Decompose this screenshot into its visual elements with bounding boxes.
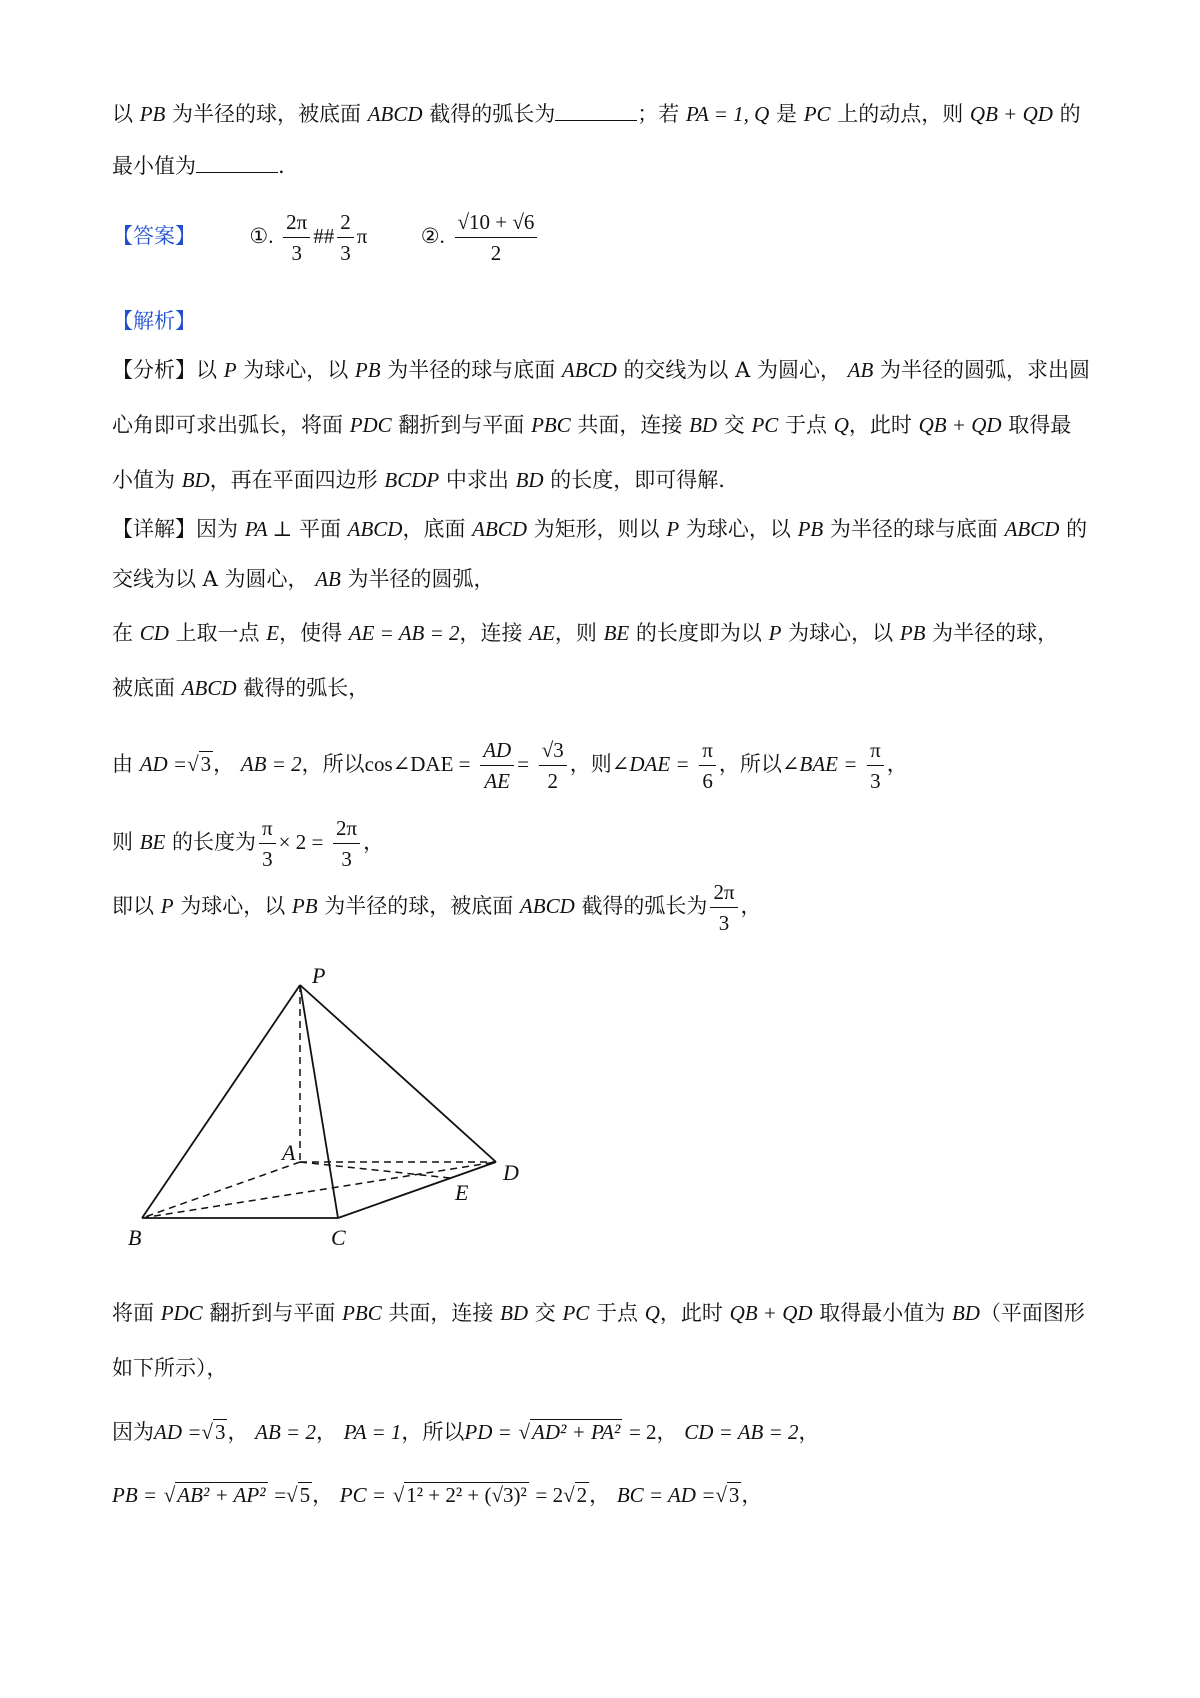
text: 最小值为 [112,154,196,178]
math: ABCD [519,894,575,918]
text: 以 [112,102,133,126]
math: PC [562,1301,590,1325]
math: = 2 [535,1483,564,1507]
segment-ae [300,1162,450,1178]
math: BE [603,621,630,645]
text: 小值为 [112,468,175,492]
math: PBC [342,1301,382,1325]
sqrt: √5 [286,1483,311,1507]
math-abcd: ABCD [367,102,423,126]
text: ，再在平面四边形 [209,468,378,492]
math: ABCD [347,517,403,541]
sqrt: √3 [715,1483,740,1507]
text: 在 [112,621,133,645]
text: ， [312,1483,334,1507]
label-b: B [128,1225,142,1250]
text: 为球心，以 [180,894,286,918]
frac-num: AD [480,735,514,766]
text: 平面 [298,517,341,541]
math: PA = 1 [343,1420,402,1444]
label-a: A [282,1140,296,1165]
text: ， [315,1420,337,1444]
text: 因为 [112,1420,154,1444]
math: PDC [349,413,392,437]
math: BCDP [384,468,440,492]
text: 则 [112,830,133,854]
math: PD = [464,1420,512,1444]
frac-den: 2 [490,241,502,265]
analysis-tag: 【解析】 [112,309,196,333]
math: AB = 2 [255,1420,316,1444]
text: 为半径的球， [932,621,1059,645]
text: ， [798,1420,820,1444]
text: 交 [723,413,745,437]
edge-pb [142,985,300,1218]
math: BD [515,468,544,492]
math: BD [500,1301,529,1325]
text: ，此时 [848,413,912,437]
text: 的 [1059,102,1081,126]
text: ， [886,752,908,776]
math: PC = [339,1483,387,1507]
text: 上的动点，则 [837,102,964,126]
math: BC = AD = [616,1483,716,1507]
label-p: P [312,963,326,988]
radicand: AB² + AP² [177,1483,266,1507]
text: 截得的弧长， [243,676,370,700]
math: P [768,621,782,645]
edge-pd [300,985,496,1162]
text: ， [363,830,385,854]
text: . [278,154,285,178]
answer-1-label: ①. [249,224,274,248]
fold-line-3 [112,1413,820,1451]
text: ，使得 [279,621,343,645]
frac-num: √3 [539,735,567,766]
math: PB [354,358,381,382]
frac-den: 3 [340,241,351,265]
text: 如下所示）， [112,1356,228,1380]
pi: π [356,224,368,248]
math: cos∠DAE = [364,752,471,776]
text: 于点 [785,413,828,437]
text: 心角即可求出弧长，将面 [112,413,343,437]
math: = [274,1483,287,1507]
math-pa-q: PA = 1, Q [685,102,770,126]
math: AB [847,358,874,382]
text: ，连接 [459,621,523,645]
text: 的长度为 [172,830,257,854]
math: BD [951,1301,980,1325]
text: 交 [534,1301,556,1325]
frac-den: 3 [341,847,352,871]
text: 的长度即为以 [635,621,762,645]
math: PB [899,621,926,645]
text: 上取一点 [175,621,260,645]
text: ， [741,1483,763,1507]
answer-2-label: ②. [420,224,445,248]
fold-line-4 [112,1473,762,1517]
math: QB + QD [729,1301,813,1325]
fold-line-1 [112,1297,1085,1329]
text: 为球心，以 [788,621,894,645]
math: = 2 [628,1420,657,1444]
frac-den: 3 [291,241,302,265]
diagonal-bd [142,1162,496,1218]
text: ，所以 [301,752,365,776]
text: 截得的弧长为 [429,102,556,126]
frac-den: 3 [870,769,881,793]
text: ，此时 [659,1301,723,1325]
frac-den: 2 [547,769,558,793]
text: ，所以 [718,752,782,776]
text: ， [589,1483,611,1507]
text: 取得最小值为 [819,1301,946,1325]
math: P [666,517,680,541]
sqrt: √3 [201,1420,226,1444]
math: Q [644,1301,660,1325]
text: 的长度，即可得解. [550,468,725,492]
label-e: E [455,1180,469,1205]
text: 由 [112,752,133,776]
math: AB = 2 [240,752,302,776]
edge-pc [300,985,338,1218]
text: 为半径的球与底面 [829,517,998,541]
text: （平面图形 [979,1301,1085,1325]
math: AD = [139,752,188,776]
text: 的 [1066,517,1088,541]
math: Q [833,413,849,437]
text: ， [656,1420,678,1444]
text: ，则 [569,752,612,776]
answer-tag: 【答案】 [112,224,196,248]
text: 为半径的球，被底面 [324,894,514,918]
math: CD [139,621,169,645]
text: 共面，连接 [577,413,683,437]
math: AD = [154,1420,202,1444]
math: PDC [160,1301,203,1325]
text: 为球心，以 [243,358,349,382]
math: P [160,894,174,918]
frac-num: π [699,735,716,766]
text: 以 [196,358,217,382]
radicand: 1² + 2² + (√3)² [406,1483,527,1507]
radicand: AD² + PA² [532,1420,621,1444]
label-c: C [331,1225,346,1250]
math: PB [291,894,318,918]
frac-num: 2π [283,207,310,238]
text: 截得的弧长为 [581,894,708,918]
frac-den: AE [484,769,511,793]
text: 于点 [596,1301,639,1325]
text: 为半径的球与底面 [387,358,556,382]
text: 为矩形，则以 [533,517,660,541]
edge-cd [338,1162,496,1218]
frac-den: 3 [262,847,273,871]
frac-num: √10 + √6 [455,207,538,238]
math: × 2 = [278,830,324,854]
text: ， [227,1420,249,1444]
math-pc: PC [803,102,831,126]
sqrt: √2 [563,1483,588,1507]
frac-den: 3 [718,911,730,935]
math: P [223,358,237,382]
math: ∠BAE = [781,752,858,776]
radicand: 3 [200,752,212,776]
frac-num: 2 [337,207,354,238]
math: ∠DAE = [611,752,690,776]
text: 共面，连接 [388,1301,494,1325]
math: PA ⊥ [244,517,293,541]
text: 取得最 [1008,413,1072,437]
text: ，所以 [401,1420,465,1444]
text: 即以 [112,894,154,918]
text: 为球心，以 [685,517,791,541]
edge-ab [142,1162,300,1218]
text: 被底面 [112,676,175,700]
sqrt: √1² + 2² + (√3)² [392,1483,527,1507]
radicand: 3 [728,1483,740,1507]
text: 将面 [112,1301,154,1325]
math: BD [181,468,210,492]
text: ，底面 [402,517,466,541]
math: = [517,752,530,776]
math: CD = AB = 2 [684,1420,799,1444]
label-d: D [503,1160,519,1185]
math: PC [751,413,779,437]
math: ABCD [181,676,237,700]
text: 因为 [196,517,238,541]
text: ，则 [554,621,597,645]
text: 中求出 [445,468,509,492]
text: 为半径的球，被底面 [172,102,362,126]
math-pb: PB [139,102,166,126]
text: 翻折到与平面 [209,1301,336,1325]
frac-num: 2π [333,813,360,844]
fenxi-tag: 【分析】 [112,358,196,382]
math: PBC [531,413,571,437]
sqrt: √AD² + PA² [518,1420,621,1444]
text: 翻折到与平面 [398,413,525,437]
text: 是 [776,102,798,126]
math: ABCD [561,358,617,382]
radicand: 3 [214,1420,226,1444]
math: BD [689,413,718,437]
text: 为半径的圆弧，求出圆 [879,358,1090,382]
math: E [266,621,280,645]
sqrt: √AB² + AP² [163,1483,266,1507]
frac-num: π [259,813,276,844]
math: PB = [112,1483,158,1507]
answer-sep: ## [313,224,335,248]
radicand: 2 [576,1483,588,1507]
math: AB [315,567,341,591]
math-qb-qd: QB + QD [969,102,1053,126]
math: AE [529,621,555,645]
fold-line-2 [112,1352,228,1384]
math: AE = AB = 2 [348,621,460,645]
frac-den: 6 [702,769,713,793]
text: 交线为以 A 为圆心， [112,567,309,591]
text: ， [740,894,762,918]
math: PB [797,517,824,541]
math: ABCD [1004,517,1060,541]
sqrt: √3 [187,752,212,776]
math: QB + QD [918,413,1002,437]
text: 的交线为以 A 为圆心， [623,358,841,382]
frac-num: π [867,735,884,766]
text: ， [213,752,235,776]
frac-num: 2π [710,877,737,908]
xiangjie-tag: 【详解】 [112,517,196,541]
text: 为半径的圆弧， [347,567,495,591]
math: ABCD [472,517,527,541]
radicand: 5 [299,1483,311,1507]
text: ；若 [637,102,680,126]
math: BE [139,830,166,854]
